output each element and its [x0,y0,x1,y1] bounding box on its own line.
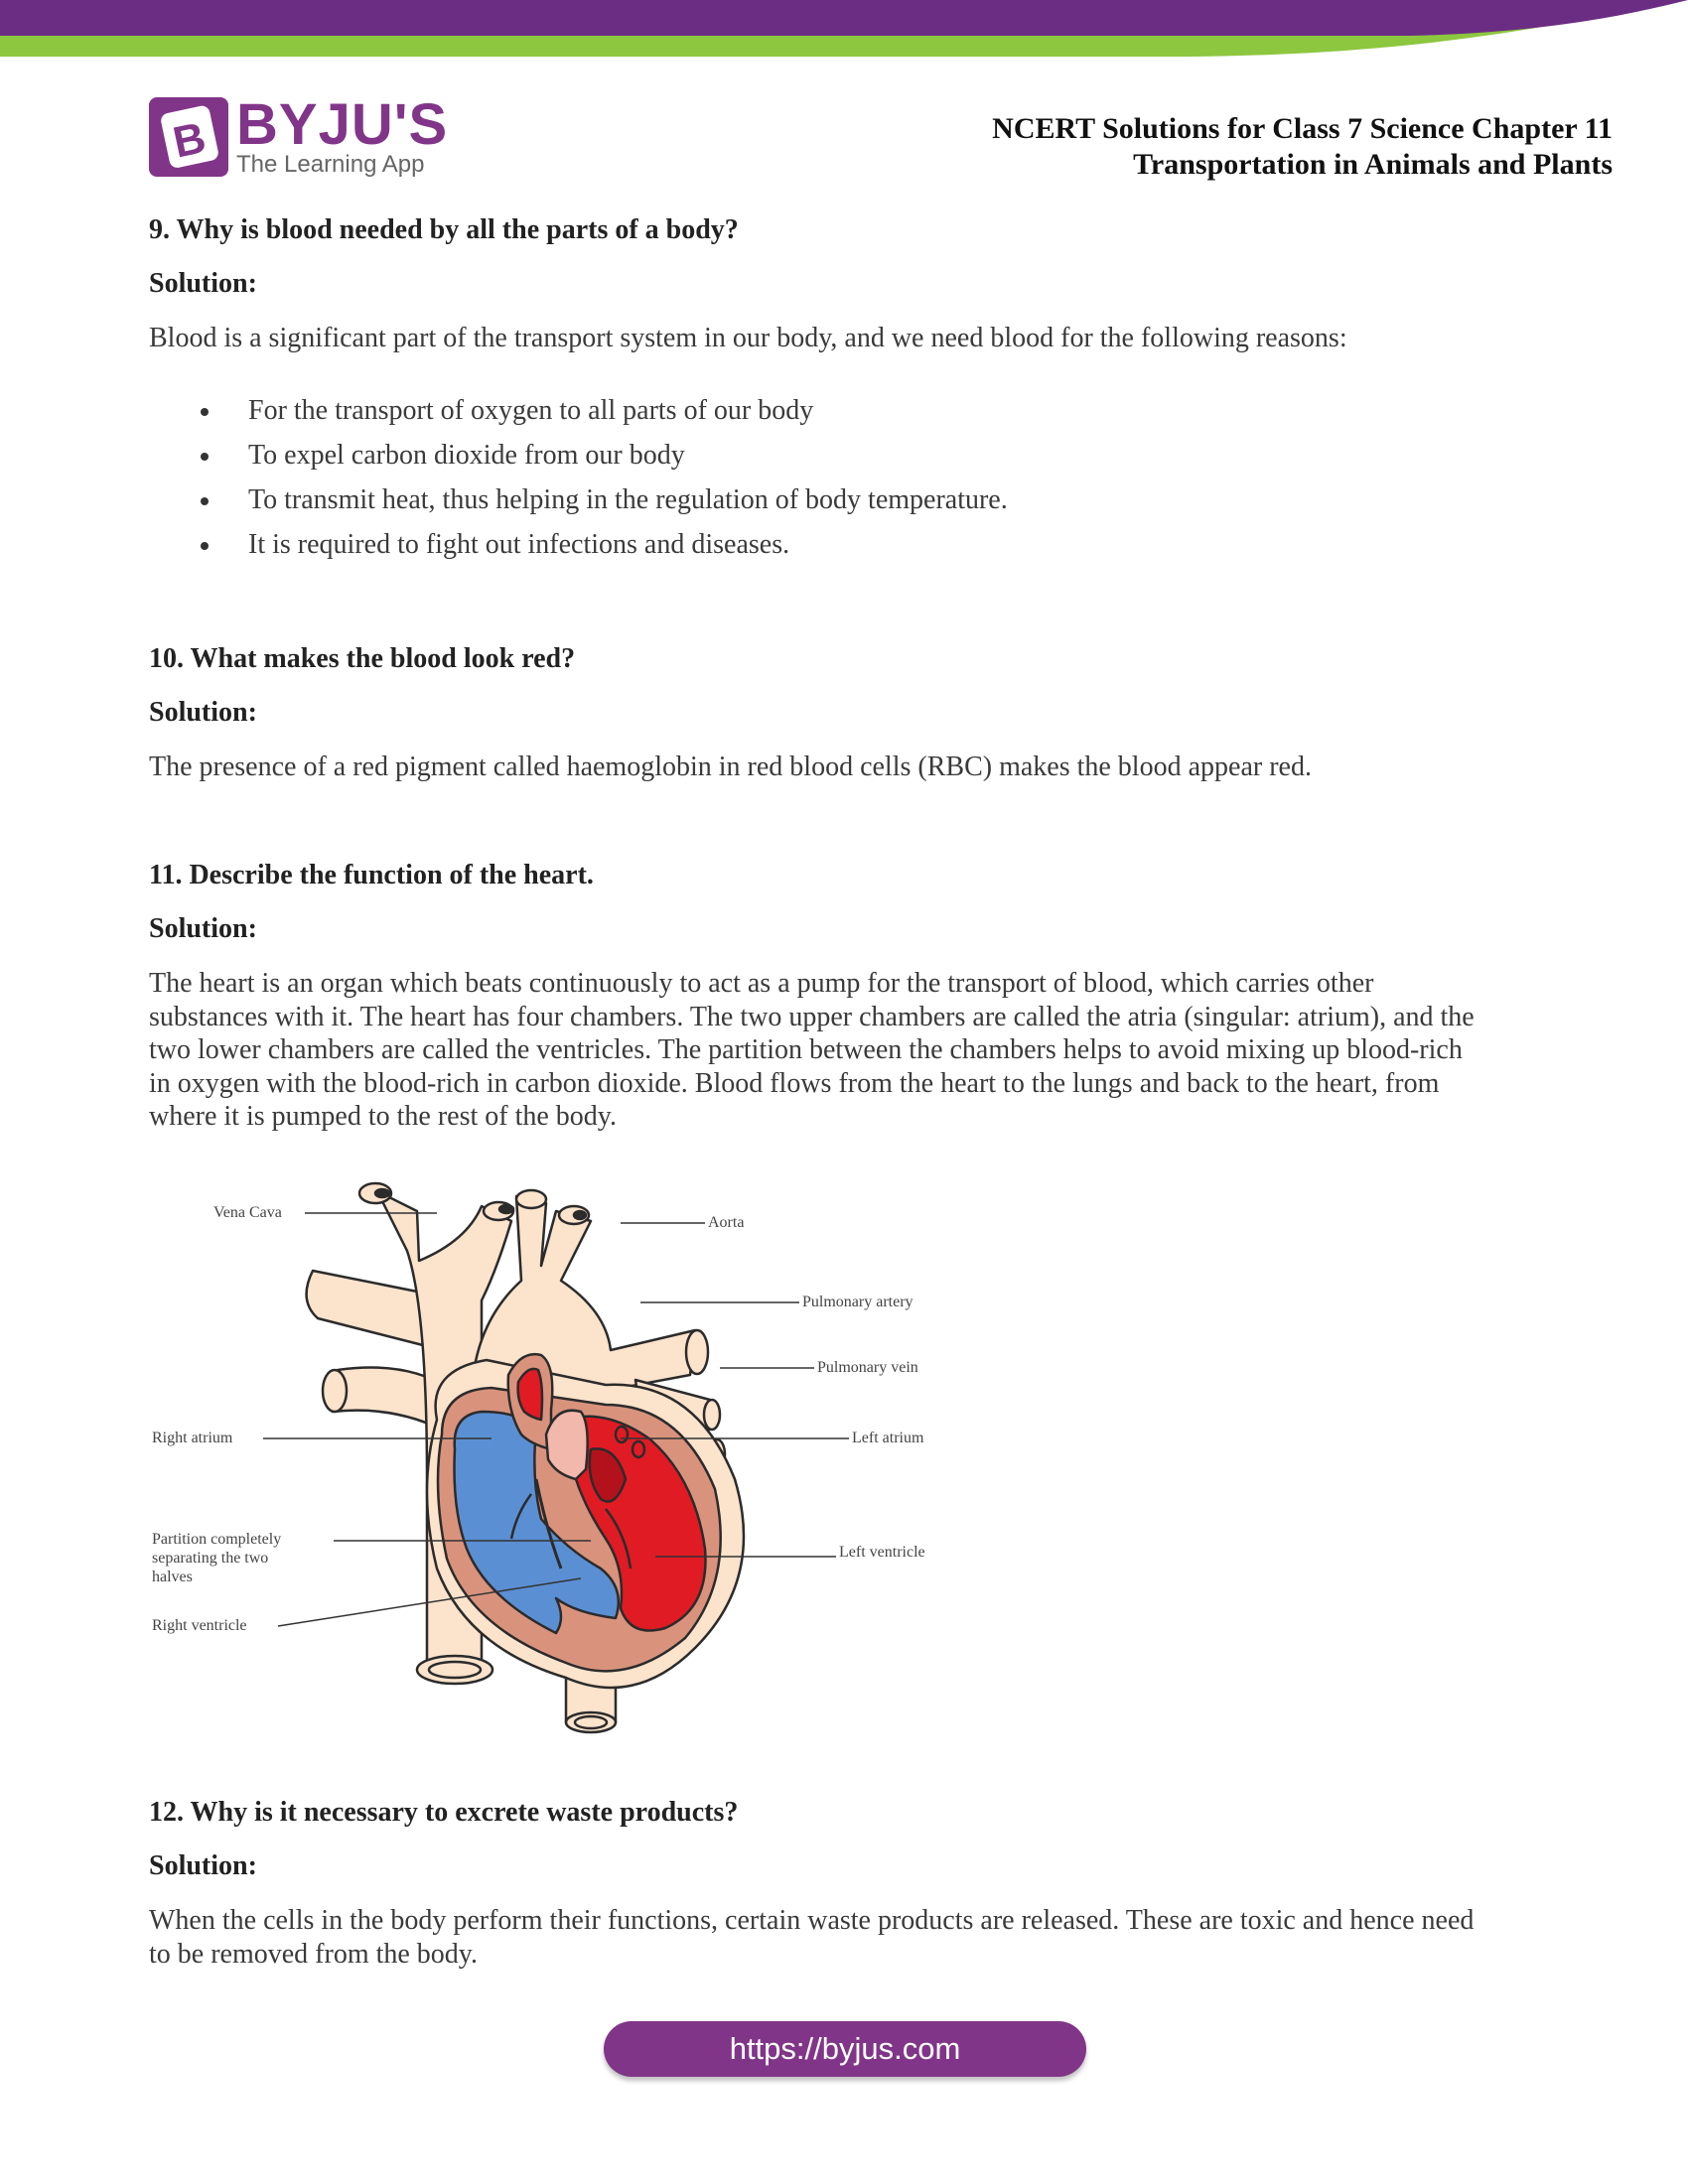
answer-11-line: substances with it. The heart has four chambers. The two upper chambers are called the atria (singular: atrium), and the [149,1001,1475,1032]
bullet-icon [201,453,209,461]
answer-12 [149,1904,1539,1971]
question-9: 9. Why is blood needed by all the parts of a body? [149,214,739,245]
answer-10: The presence of a red pigment called haemoglobin in red blood cells (RBC) makes the blood appear red. [149,751,1312,782]
logo-mark [149,97,228,177]
label-partition-line-1: Partition completely [152,1531,282,1548]
label-left-atrium: Left atrium [852,1430,924,1446]
bullet-text: For the transport of oxygen to all parts of our body [248,395,814,426]
label-left-ventricle: Left ventricle [839,1544,925,1561]
label-pulmonary-artery: Pulmonary artery [802,1294,914,1310]
footer-link-button[interactable] [604,2021,1086,2077]
logo-letter: B [169,113,211,168]
answer-9-intro: Blood is a significant part of the transport system in our body, and we need blood for the following reasons: [149,323,1347,353]
question-12: 12. Why is it necessary to excrete waste products? [149,1797,739,1828]
label-partition-line-3: halves [152,1569,193,1585]
label-right-atrium: Right atrium [152,1430,233,1446]
list-item [199,482,1008,527]
solution-label-10: Solution: [149,697,257,728]
label-partition-line-2: separating the two [152,1550,269,1567]
bullet-icon [201,408,209,416]
list-item [199,393,1008,438]
answer-11-line: two lower chambers are called the ventricles. The partition between the chambers helps to avoid mixing up blood-rich [149,1034,1463,1065]
footer-url[interactable]: https://byjus.com [729,2031,961,2066]
label-vena-cava: Vena Cava [213,1204,282,1221]
label-aorta: Aorta [708,1214,745,1231]
solution-label-11: Solution: [149,913,257,944]
page-header-title [992,111,1613,183]
question-10: 10. What makes the blood look red? [149,643,576,674]
answer-12-line: to be removed from the body. [149,1938,478,1970]
solution-label-9: Solution: [149,268,257,299]
answer-11-line: in oxygen with the blood-rich in carbon dioxide. Blood flows from the heart to the lungs and back to the heart, from [149,1067,1440,1099]
bullet-icon [201,497,209,505]
list-item [199,527,1008,572]
logo-b-icon [149,97,228,177]
answer-12-line: When the cells in the body perform their functions, certain waste products are released. These are toxic and hence need [149,1905,1475,1936]
answer-11-line: where it is pumped to the rest of the body. [149,1101,617,1132]
answer-9-bullet-list [199,393,1008,572]
solution-label-12: Solution: [149,1850,257,1881]
top-decorative-band [0,0,1688,60]
label-right-ventricle: Right ventricle [152,1617,247,1634]
heart-diagram [139,1152,973,1747]
question-11: 11. Describe the function of the heart. [149,860,594,890]
bullet-icon [201,542,209,550]
brand-name: BYJU'S [236,92,449,157]
header-title-line-2: Transportation in Animals and Plants [1133,148,1613,181]
list-item [199,438,1008,482]
bullet-text: To expel carbon dioxide from our body [248,440,685,471]
label-pulmonary-vein: Pulmonary vein [817,1359,918,1376]
byjus-logo [149,92,449,179]
header-title-line-1: NCERT Solutions for Class 7 Science Chapter 11 [992,112,1613,145]
brand-tagline: The Learning App [236,151,425,178]
answer-11 [149,967,1539,1134]
bullet-text: It is required to fight out infections and diseases. [248,529,790,560]
bullet-text: To transmit heat, thus helping in the regulation of body temperature. [248,484,1008,515]
answer-11-line: The heart is an organ which beats continuously to act as a pump for the transport of blood, which carries other [149,968,1374,999]
